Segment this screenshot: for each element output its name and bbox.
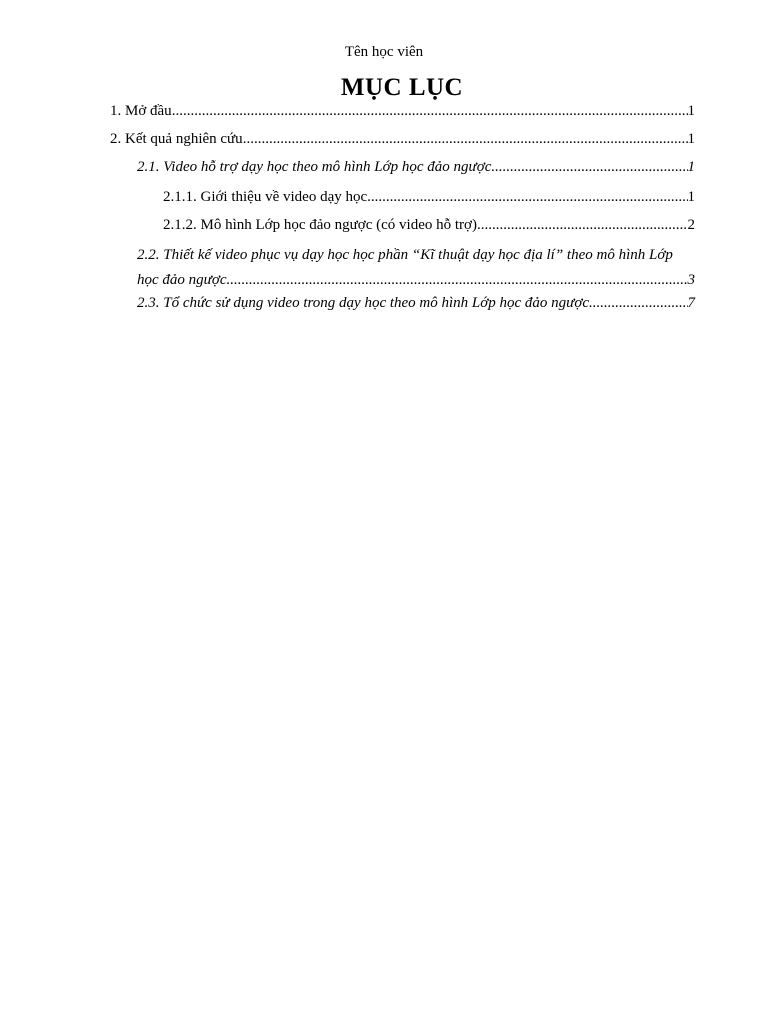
toc-entry-introduction[interactable] [110,101,695,121]
toc-page-number: 7 [687,295,695,311]
toc-entry-label-line1: 2.2. Thiết kế video phục vụ dạy học học phần “Kĩ thuật dạy học địa lí” theo mô hình Lớp [137,247,673,263]
toc-entry-label: 2.1.2. Mô hình Lớp học đảo ngược (có video hỗ trợ) [163,217,477,233]
toc-entry-label: 2. Kết quả nghiên cứu [110,131,243,147]
toc-page-number: 1 [687,103,695,119]
dot-leader [243,129,688,149]
dot-leader [589,293,687,313]
toc-entry-section-2-1-2[interactable] [163,215,695,235]
toc-page-number: 2 [687,217,695,233]
dot-leader [491,157,687,177]
toc-page-number: 1 [687,189,695,205]
dot-leader [477,215,688,235]
toc-page-number: 3 [687,272,695,288]
toc-entry-section-2-2[interactable] [137,245,695,290]
dot-leader [367,187,687,207]
table-of-contents-title: MỤC LỤC [340,74,464,101]
toc-entry-label: 1. Mở đầu [110,103,172,119]
toc-entry-section-2-1-1[interactable] [163,187,695,207]
toc-page-number: 1 [687,131,695,147]
toc-entry-label-line2: học đảo ngược [137,272,227,288]
student-name-header: Tên học viên [344,44,424,60]
toc-entry-section-2-1[interactable] [137,157,695,177]
toc-entry-section-2-3[interactable] [137,293,695,313]
toc-entry-research-results[interactable] [110,129,695,149]
toc-entry-label: 2.3. Tổ chức sử dụng video trong dạy học theo mô hình Lớp học đảo ngược [137,295,590,311]
toc-page-number: 1 [687,159,695,175]
toc-entry-label: 2.1.1. Giới thiệu về video dạy học [163,189,368,205]
dot-leader [172,101,688,121]
toc-entry-label: 2.1. Video hỗ trợ dạy học theo mô hình Lớp học đảo ngược [137,159,492,175]
dot-leader [227,270,688,290]
